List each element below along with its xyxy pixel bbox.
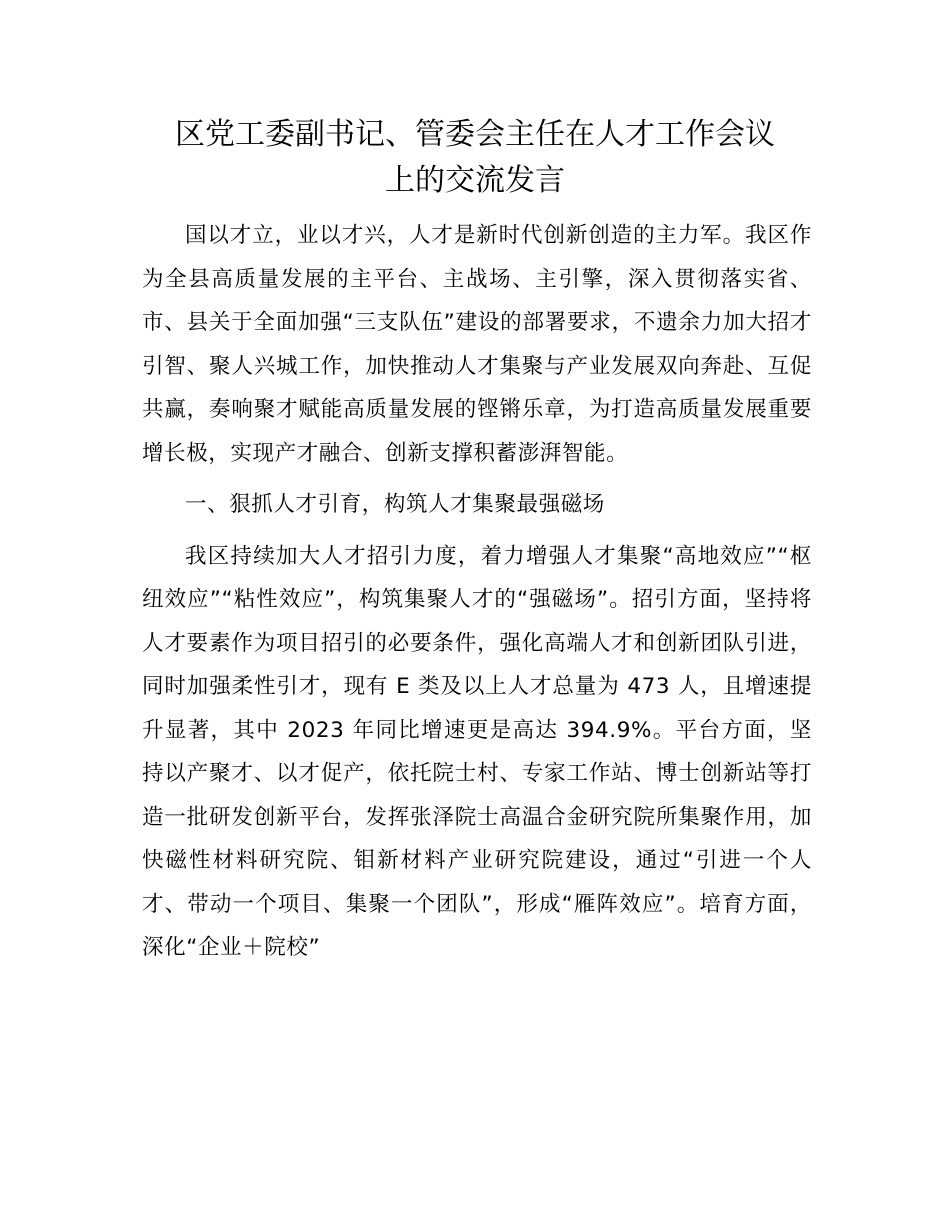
intro-paragraph: 国以才立，业以才兴，人才是新时代创新创造的主力军。我区作为全县高质量发展的主平台、主战场、主引擎，深入贯彻落实省、市、县关于全面加强“三支队伍”建设的部署要求，不遗余力加大招才引智、聚人兴城工作，加快推动人才集聚与产业发展双向奔赴、互促共赢，奏响聚才赋能高质量发展的铿锵乐章，为打造高质量发展重要增长极，实现产才融合、创新支撑积蓄澎湃智能。 (142, 223, 812, 466)
section-heading: 一、狠抓人才引育，构筑人才集聚最强磁场 (185, 492, 605, 517)
document-title-line2: 上的交流发言 (385, 163, 565, 198)
document-title (120, 112, 830, 204)
document-title-line1: 区党工委副书记、管委会主任在人才工作会议 (175, 117, 775, 152)
section-paragraph: 我区持续加大人才招引力度，着力增强人才集聚“高地效应”“枢纽效应”“粘性效应”，构筑集聚人才的“强磁场”。招引方面，坚持将人才要素作为项目招引的必要条件，强化高端人才和创新团队引进，同时加强柔性引才，现有 E 类及以上人才总量为 473 人，且增速提升显著，其中 2023 年同比增速更是高达 394.9%。平台方面，坚持以产聚才、以才促产，依托院士村、专家工作站、博士创新站等打造一批研发创新平台，发挥张泽院士高温合金研究院所集聚作用，加快磁性材料研究院、钼新材料产业研究院建设，通过“引进一个人才、带动一个项目、集聚一个团队”，形成“雁阵效应”。培育方面，深化“企业＋院校” (142, 543, 812, 960)
document-body (142, 214, 812, 978)
